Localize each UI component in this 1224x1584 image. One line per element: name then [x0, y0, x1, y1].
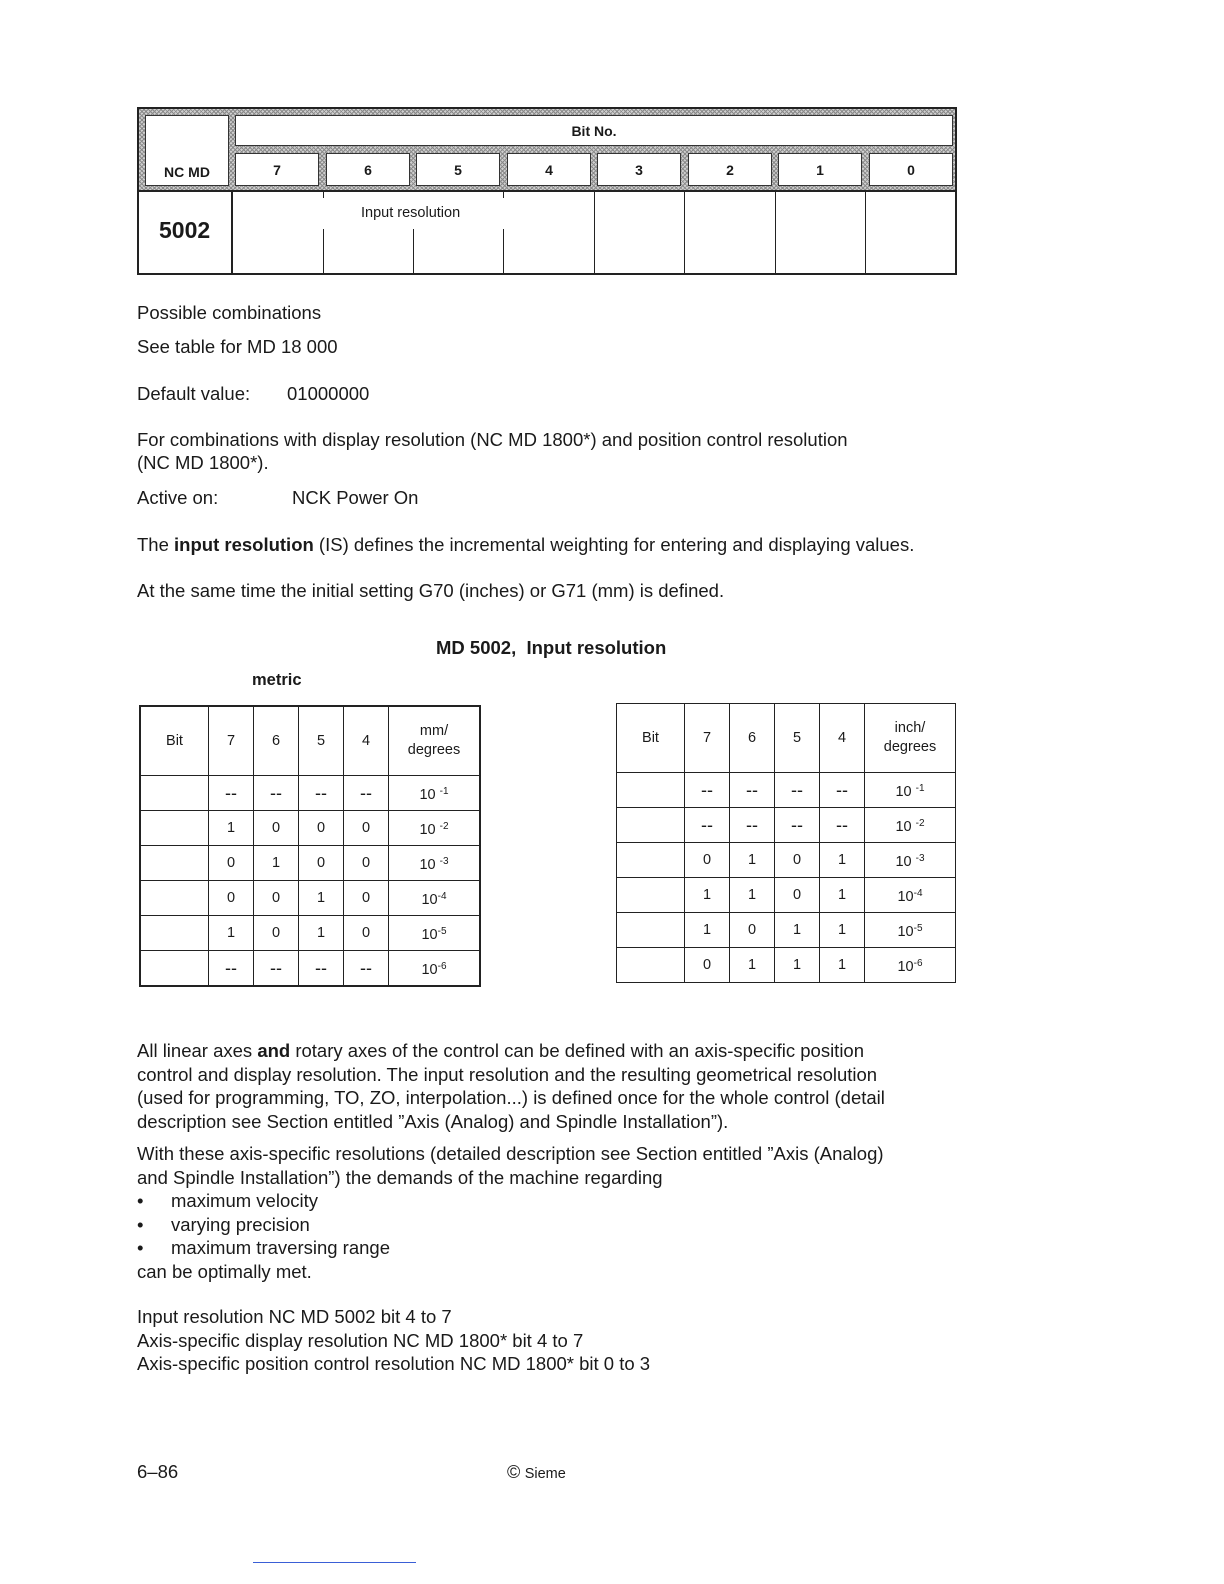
metric-resolution-table	[139, 705, 481, 987]
bit-cell: 1	[209, 811, 254, 846]
bit-cell: 0	[254, 881, 299, 916]
bit-cell: --	[685, 773, 730, 808]
bit-cell: 0	[209, 846, 254, 881]
bit-header-1	[778, 153, 862, 186]
empty-cell	[617, 913, 685, 948]
table-row	[617, 948, 956, 983]
table-row	[140, 916, 480, 951]
bit-cell: --	[775, 808, 820, 843]
empty-cell	[617, 843, 685, 878]
bit-cell: 0	[254, 916, 299, 951]
bit-cell: 0	[344, 811, 389, 846]
resolution-value	[865, 808, 956, 843]
resolution-value	[865, 913, 956, 948]
input-resolution-term: input resolution	[174, 534, 314, 555]
bit-cell: --	[209, 951, 254, 987]
copyright-text: Sieme	[524, 1466, 566, 1482]
unit-line: inch/	[894, 720, 926, 736]
bit-cell: 0	[344, 881, 389, 916]
bullet-item	[137, 1236, 884, 1260]
bit-cell: 1	[730, 878, 775, 913]
resolution-value	[389, 916, 481, 951]
empty-cell	[140, 846, 209, 881]
bit-header-4	[507, 153, 591, 186]
bit-header-3	[597, 153, 681, 186]
copyright-icon: ©	[507, 1462, 521, 1482]
table-row	[140, 776, 480, 811]
bit-5-label: 5	[454, 161, 462, 178]
metric-label: metric	[252, 671, 302, 689]
bit-cell: 0	[775, 878, 820, 913]
empty-cell	[140, 881, 209, 916]
default-value: 01000000	[287, 383, 370, 404]
nc-md-label: NC MD	[164, 164, 210, 180]
bit-cell: --	[344, 776, 389, 811]
bit-3-label: 3	[635, 161, 643, 178]
value-exponent: -5	[437, 925, 447, 937]
table-row	[140, 846, 480, 881]
text-run-bold: and	[257, 1040, 291, 1061]
bit-cell: 0	[730, 913, 775, 948]
bit-cell: --	[209, 776, 254, 811]
resolution-value	[389, 811, 481, 846]
combinations-line-1: For combinations with display resolution (NC MD 1800*) and position control resolution	[137, 429, 848, 450]
value-base: 10	[895, 853, 916, 870]
divider	[503, 229, 504, 273]
resolution-value	[389, 951, 481, 987]
summary-line: Input resolution NC MD 5002 bit 4 to 7	[137, 1306, 452, 1327]
bit-header-6	[326, 153, 410, 186]
bit-header-0	[869, 153, 953, 186]
bit-cell: 1	[820, 913, 865, 948]
resolution-value	[865, 878, 956, 913]
value-base: 10	[895, 818, 916, 835]
bit-cell: 0	[344, 846, 389, 881]
header-cell: 6	[254, 706, 299, 776]
bit-cell: 1	[685, 913, 730, 948]
table-row	[617, 843, 956, 878]
divider	[231, 190, 233, 273]
paragraph-line: (used for programming, TO, ZO, interpolation...) is defined once for the whole control (detail	[137, 1087, 885, 1108]
table-row	[617, 773, 956, 808]
value-base: 10	[419, 856, 440, 873]
default-value-label: Default value:	[137, 383, 251, 404]
value-base: 10	[421, 891, 438, 908]
table-row	[140, 811, 480, 846]
copyright	[507, 1462, 566, 1483]
bit-cell: 0	[685, 948, 730, 983]
bit-cell: --	[254, 776, 299, 811]
resolution-table-title: MD 5002, Input resolution	[436, 637, 667, 658]
bit-cell: 0	[254, 811, 299, 846]
bit-cell: 0	[685, 843, 730, 878]
bit-cell: --	[730, 808, 775, 843]
bit-cell: --	[299, 776, 344, 811]
axes-paragraph-1	[137, 1039, 885, 1133]
bit-table	[137, 107, 957, 275]
bit-table-header	[139, 109, 955, 192]
bit-4-label: 4	[545, 161, 553, 178]
active-on-label: Active on:	[137, 487, 219, 508]
value-exponent: -2	[439, 820, 449, 832]
bit-cell: 1	[730, 843, 775, 878]
nc-md-header-cell	[145, 115, 229, 186]
table-row	[140, 881, 480, 916]
combinations-line-2: (NC MD 1800*).	[137, 452, 269, 473]
value-exponent: -6	[913, 957, 923, 969]
empty-cell	[617, 773, 685, 808]
bit-cell: 1	[820, 878, 865, 913]
value-base: 10	[419, 821, 440, 838]
empty-cell	[140, 916, 209, 951]
unit-header	[389, 706, 481, 776]
text-run: (IS) defines the incremental weighting for entering and displaying values.	[313, 534, 915, 555]
paragraph-line	[137, 1039, 885, 1063]
empty-cell	[140, 811, 209, 846]
table-row	[140, 951, 480, 987]
bit-cell: 0	[344, 916, 389, 951]
empty-cell	[140, 951, 209, 987]
divider	[684, 190, 685, 273]
bit-cell: 0	[299, 846, 344, 881]
bullet-text: maximum traversing range	[171, 1237, 390, 1258]
value-base: 10	[419, 786, 440, 803]
possible-combinations: Possible combinations	[137, 302, 322, 323]
page-number: 6–86	[137, 1461, 179, 1482]
resolution-value	[389, 881, 481, 916]
header-cell: 7	[209, 706, 254, 776]
table-row	[617, 808, 956, 843]
bit-cell: 0	[299, 811, 344, 846]
bullet-item	[137, 1213, 884, 1237]
text-run: The	[137, 534, 175, 555]
paragraph-line: can be optimally met.	[137, 1260, 312, 1282]
empty-cell	[617, 878, 685, 913]
unit-line: mm/	[419, 723, 449, 739]
bullet-text: varying precision	[171, 1213, 310, 1235]
header-cell: 6	[730, 704, 775, 773]
bit-cell: 0	[775, 843, 820, 878]
bit-cell: --	[685, 808, 730, 843]
value-base: 10	[897, 923, 914, 940]
bit-1-label: 1	[816, 161, 824, 178]
value-base: 10	[895, 783, 916, 800]
bit-0-label: 0	[907, 161, 915, 178]
paragraph-line: description see Section entitled ”Axis (Analog) and Spindle Installation”).	[137, 1110, 729, 1132]
unit-line: degrees	[883, 739, 937, 755]
bit-cell: --	[820, 808, 865, 843]
bit-cell: --	[730, 773, 775, 808]
bit-no-label: Bit No.	[571, 122, 617, 139]
input-resolution-description	[137, 533, 914, 557]
value-exponent: -4	[437, 890, 447, 902]
md-number: 5002	[159, 217, 211, 243]
divider	[865, 190, 866, 273]
text-run: All linear axes	[137, 1040, 258, 1061]
header-cell: 7	[685, 704, 730, 773]
bit-cell: 1	[209, 916, 254, 951]
bit-cell: 0	[209, 881, 254, 916]
paragraph-line: With these axis-specific resolutions (detailed description see Section entitled ”Axis (Analog)	[137, 1143, 884, 1164]
value-exponent: -5	[913, 922, 923, 934]
header-cell: Bit	[617, 704, 685, 773]
divider	[594, 190, 595, 273]
value-exponent: -2	[915, 817, 925, 829]
bullet-icon: •	[137, 1213, 144, 1235]
divider	[323, 229, 324, 273]
resolution-value	[389, 776, 481, 811]
bit-6-label: 6	[364, 161, 372, 178]
unit-header	[865, 704, 956, 773]
bit-cell: --	[820, 773, 865, 808]
bit-cell: 1	[820, 843, 865, 878]
divider	[775, 190, 776, 273]
header-cell: 4	[820, 704, 865, 773]
empty-cell	[140, 776, 209, 811]
divider	[503, 190, 504, 198]
bit-header-2	[688, 153, 772, 186]
summary-line: Axis-specific display resolution NC MD 1800* bit 4 to 7	[137, 1329, 584, 1351]
bit-cell: --	[254, 951, 299, 987]
bit-cell: 1	[299, 881, 344, 916]
divider	[413, 229, 414, 273]
empty-cell	[617, 808, 685, 843]
summary-line: Axis-specific position control resolution NC MD 1800* bit 0 to 3	[137, 1353, 651, 1374]
bit-cell: 1	[820, 948, 865, 983]
bullet-icon: •	[137, 1190, 144, 1211]
axes-paragraph-2	[137, 1142, 884, 1283]
header-cell: 4	[344, 706, 389, 776]
value-exponent: -1	[439, 785, 449, 797]
bit-cell: 1	[299, 916, 344, 951]
unit-line: degrees	[407, 742, 461, 758]
bullet-text: maximum velocity	[171, 1190, 318, 1211]
resolution-value	[865, 773, 956, 808]
value-base: 10	[421, 926, 438, 943]
footer-link-underline	[253, 1562, 416, 1563]
bit-cell: 1	[730, 948, 775, 983]
bit-no-header	[235, 115, 953, 146]
bit-cell: 1	[685, 878, 730, 913]
value-base: 10	[897, 888, 914, 905]
bit-cell: --	[344, 951, 389, 987]
header-cell: Bit	[140, 706, 209, 776]
text-run: rotary axes of the control can be defined with an axis-specific position	[290, 1040, 865, 1061]
header-cell: 5	[299, 706, 344, 776]
g70-g71-sentence: At the same time the initial setting G70 (inches) or G71 (mm) is defined.	[137, 580, 725, 601]
bit-2-label: 2	[726, 161, 734, 178]
value-exponent: -6	[437, 960, 447, 972]
table-row	[617, 878, 956, 913]
value-exponent: -3	[439, 855, 449, 867]
paragraph-line: and Spindle Installation”) the demands of the machine regarding	[137, 1166, 663, 1188]
active-on-value: NCK Power On	[292, 487, 419, 508]
bit-7-label: 7	[273, 161, 281, 178]
resolution-value	[389, 846, 481, 881]
bit-cell: --	[299, 951, 344, 987]
see-table: See table for MD 18 000	[137, 336, 338, 357]
value-base: 10	[897, 958, 914, 975]
bullet-item	[137, 1189, 884, 1213]
bit-cell: 1	[775, 948, 820, 983]
value-exponent: -1	[915, 782, 925, 794]
resolution-value	[865, 843, 956, 878]
bit-cell: 1	[775, 913, 820, 948]
paragraph-line: control and display resolution. The input resolution and the resulting geometrical resolution	[137, 1063, 878, 1085]
value-exponent: -3	[915, 852, 925, 864]
table-row	[617, 913, 956, 948]
resolution-summary	[137, 1305, 650, 1376]
divider	[323, 190, 324, 198]
value-exponent: -4	[913, 887, 923, 899]
bullet-icon: •	[137, 1237, 144, 1258]
empty-cell	[617, 948, 685, 983]
bit-cell: --	[775, 773, 820, 808]
resolution-value	[865, 948, 956, 983]
value-base: 10	[421, 961, 438, 978]
bit-cell: 1	[254, 846, 299, 881]
header-cell: 5	[775, 704, 820, 773]
input-resolution-field-label: Input resolution	[361, 205, 461, 221]
bit-header-5	[416, 153, 500, 186]
bit-header-7	[235, 153, 319, 186]
inch-resolution-table	[616, 703, 956, 983]
